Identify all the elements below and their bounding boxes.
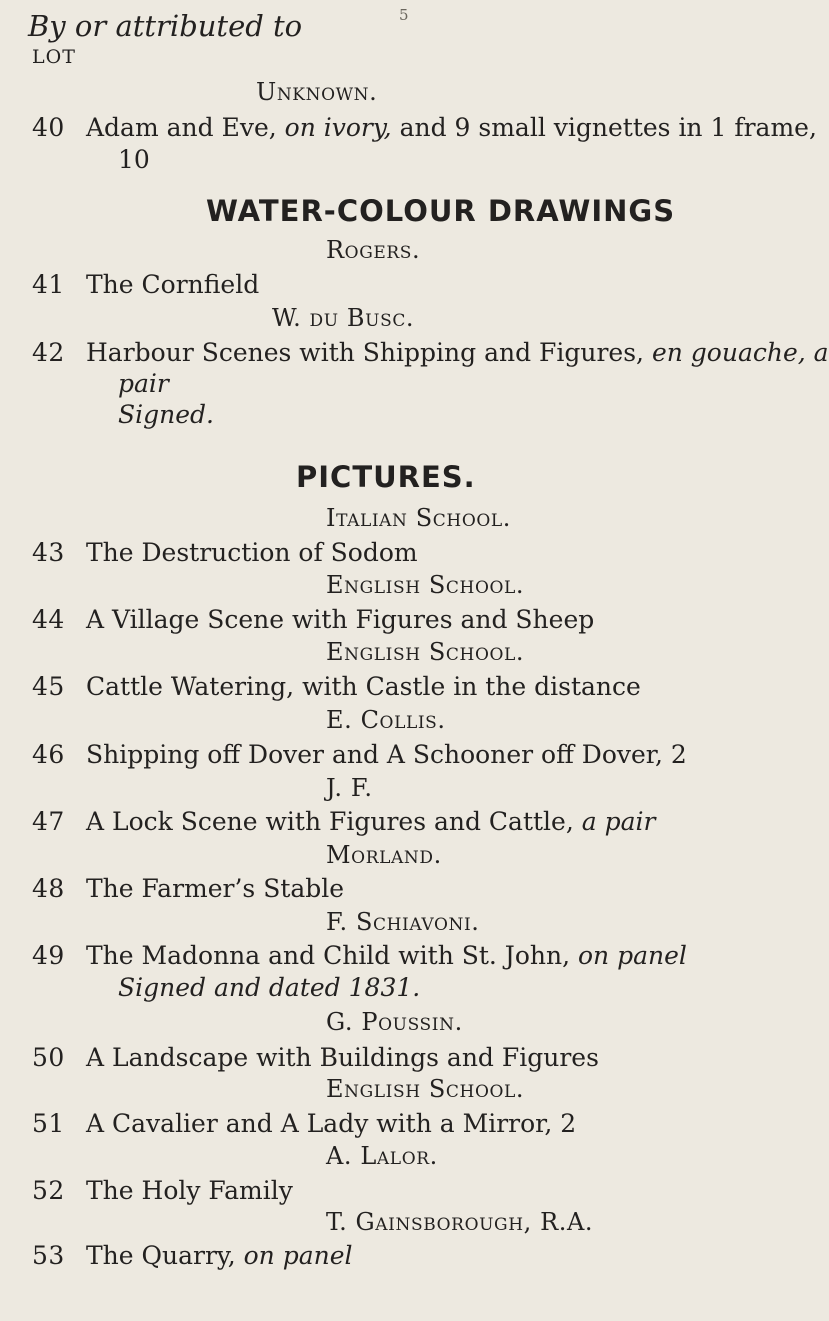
lot-description: The Madonna and Child with St. John, on panel [86, 941, 687, 970]
artist-attribution: T. Gainsborough, R.A. [326, 1208, 594, 1236]
lot-description: A Lock Scene with Figures and Cattle, a pair [86, 807, 656, 836]
artist-attribution: English School. [326, 571, 525, 599]
lot-column-label: LOT [32, 46, 76, 68]
lot-description-continued: pair [118, 369, 169, 398]
artist-attribution: F. Schiavoni. [326, 908, 480, 936]
lot-description: The Destruction of Sodom [86, 538, 418, 567]
lot-number: 42 [32, 338, 65, 367]
lot-description: Shipping off Dover and A Schooner off Dover, 2 [86, 740, 687, 769]
lot-description: A Landscape with Buildings and Figures [86, 1043, 599, 1072]
artist-attribution: English School. [326, 638, 525, 666]
page-marker: 5 [399, 6, 409, 24]
artist-attribution: Unknown. [256, 78, 378, 106]
lot-description: The Cornfield [86, 270, 260, 299]
lot-number: 50 [32, 1043, 65, 1072]
lot-number: 52 [32, 1176, 65, 1205]
lot-description-continued: 10 [118, 145, 150, 174]
lot-number: 41 [32, 270, 65, 299]
artist-attribution: English School. [326, 1075, 525, 1103]
lot-number: 49 [32, 941, 65, 970]
lot-description: The Holy Family [86, 1176, 293, 1205]
artist-attribution: G. Poussin. [326, 1008, 463, 1036]
artist-attribution: A. Lalor. [326, 1142, 438, 1170]
section-heading-pictures: PICTURES. [296, 460, 476, 494]
lot-number: 48 [32, 874, 65, 903]
artist-attribution: Italian School. [326, 504, 512, 532]
lot-number: 53 [32, 1241, 65, 1270]
artist-attribution: J. F. [326, 774, 373, 802]
lot-number: 40 [32, 113, 65, 142]
lot-description: A Village Scene with Figures and Sheep [86, 605, 595, 634]
lot-number: 51 [32, 1109, 65, 1138]
lot-number: 46 [32, 740, 65, 769]
lot-description: Adam and Eve, on ivory, and 9 small vignettes in 1 frame, [86, 113, 817, 142]
lot-description: A Cavalier and A Lady with a Mirror, 2 [86, 1109, 577, 1138]
artist-attribution: W. du Busc. [272, 304, 415, 332]
lot-number: 45 [32, 672, 65, 701]
artist-attribution: Morland. [326, 841, 442, 869]
lot-signed-note: Signed and dated 1831. [118, 973, 421, 1002]
header-title: By or attributed to [28, 9, 303, 43]
lot-number: 47 [32, 807, 65, 836]
artist-attribution: E. Collis. [326, 706, 446, 734]
lot-signed-note: Signed. [118, 400, 214, 429]
lot-description: Harbour Scenes with Shipping and Figures, en gouache, a [86, 338, 829, 367]
lot-number: 43 [32, 538, 65, 567]
lot-description: The Quarry, on panel [86, 1241, 353, 1270]
lot-description: Cattle Watering, with Castle in the distance [86, 672, 641, 701]
section-heading-watercolour: WATER-COLOUR DRAWINGS [206, 194, 676, 228]
artist-attribution: Rogers. [326, 236, 421, 264]
lot-number: 44 [32, 605, 65, 634]
lot-description: The Farmer’s Stable [86, 874, 345, 903]
